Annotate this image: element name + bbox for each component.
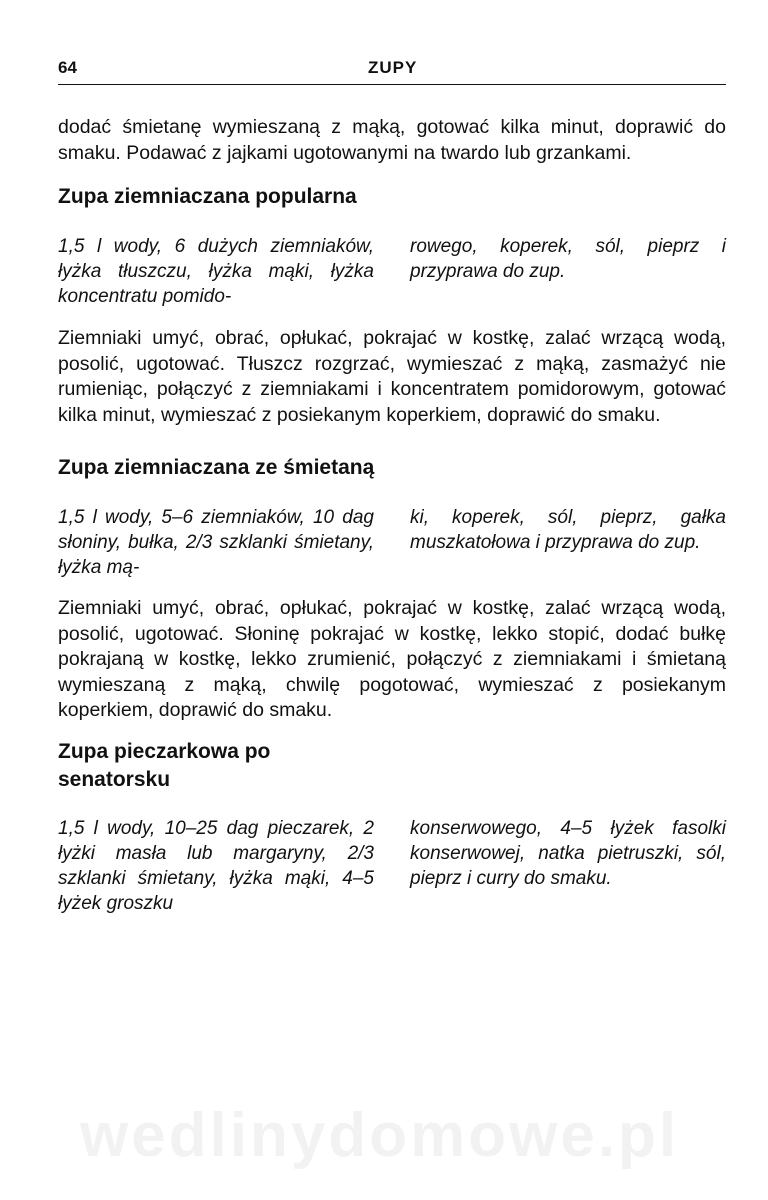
intro-paragraph: dodać śmietanę wymieszaną z mąką, gotować kilka minut, doprawić do smaku. Podawać z jajkami ugotowanymi na twardo lub grzankami.: [58, 116, 726, 164]
page-number: 64: [58, 58, 77, 77]
ingredients-3: [58, 816, 726, 916]
section-title: ZUPY: [368, 58, 418, 77]
method-2: Ziemniaki umyć, obrać, opłukać, pokrajać w kostkę, zalać wrzącą wodą, posolić, ugotować. Słoninę pokrajać w kostkę, lekko stopić, dodać bułkę pokrajaną w kostkę, lekko zrumienić, połączyć z ziemniakami i śmietaną wymieszaną z mąką, chwilę pogotować, wymieszać z posiekanym koperkiem, doprawić do smaku.: [58, 597, 726, 721]
ingredients-1: [58, 234, 726, 309]
recipe-title-2: Zupa ziemniaczana ze śmietaną: [58, 456, 375, 479]
watermark: wedlinydomowe.pl: [80, 1101, 680, 1170]
ingredients-2-col-right: ki, koperek, sól, pieprz, gałka muszkatołowa i przyprawa do zup.: [410, 507, 726, 553]
document-page: [58, 58, 726, 916]
running-head: [58, 58, 726, 85]
ingredients-3-col-left: 1,5 l wody, 10–25 dag pieczarek, 2 łyżki masła lub margaryny, 2/3 szklanki śmietany, łyżka mąki, 4–5 łyżek groszku: [58, 817, 374, 914]
recipe-title-1: Zupa ziemniaczana popularna: [58, 185, 357, 208]
ingredients-1-col-right: rowego, koperek, sól, pieprz i przyprawa do zup.: [410, 236, 726, 282]
ingredients-2: [58, 505, 726, 580]
method-1: Ziemniaki umyć, obrać, opłukać, pokrajać w kostkę, zalać wrzącą wodą, posolić, ugotować. Tłuszcz rozgrzać, wymieszać z mąką, zasmażyć nie rumieniąc, połączyć z ziemniakami i koncentratem pomidorowym, gotować kilka minut, wymieszać z posiekanym koperkiem, doprawić do smaku.: [58, 327, 726, 426]
ingredients-1-col-left: 1,5 l wody, 6 dużych ziemniaków, łyżka tłuszczu, łyżka mąki, łyżka koncentratu pomido-: [58, 236, 374, 307]
recipe-title-3: Zupa pieczarkowa po senatorsku: [58, 739, 271, 791]
ingredients-2-col-left: 1,5 l wody, 5–6 ziemniaków, 10 dag słoniny, bułka, 2/3 szklanki śmietany, łyżka mą-: [58, 507, 374, 578]
ingredients-3-col-right: konserwowego, 4–5 łyżek fasolki konserwowej, natka pietruszki, sól, pieprz i curry do smaku.: [410, 817, 726, 889]
